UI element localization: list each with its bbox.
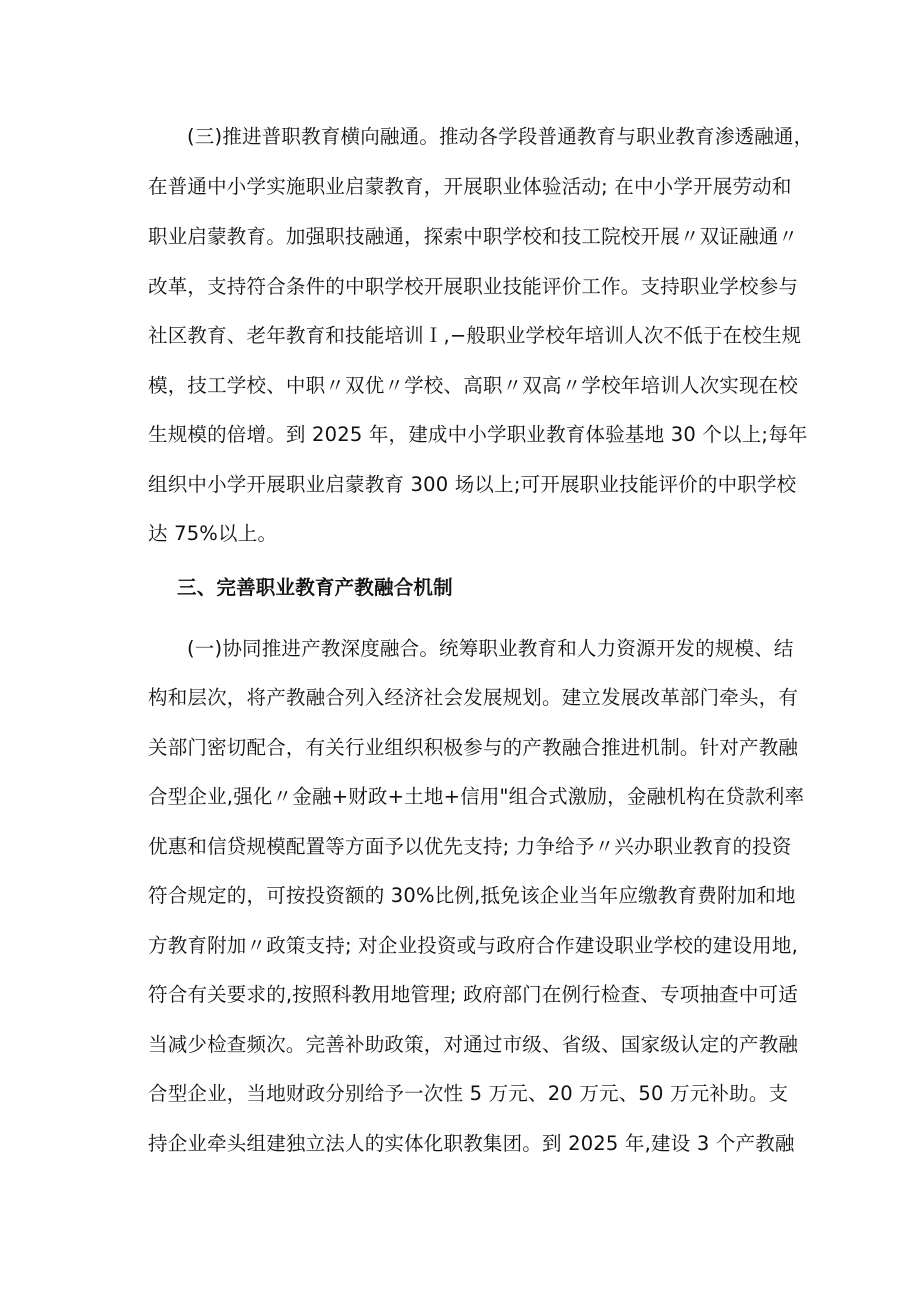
paragraph-line: 在普通中小学实施职业启蒙教育，开展职业体验活动; 在中小学开展劳动和 xyxy=(148,175,792,198)
paragraph-line: 优惠和信贷规模配置等方面予以优先支持; 力争给予〃兴办职业教育的投资 xyxy=(148,835,792,858)
paragraph-line: 职业启蒙教育。加强职技融通，探索中职学校和技工院校开展〃双证融通〃 xyxy=(148,225,799,248)
paragraph-line: (三)推进普职教育横向融通。推动各学段普通教育与职业教育渗透融通， xyxy=(187,125,814,148)
paragraph-line: 合型企业，当地财政分别给予一次性 5 万元、20 万元、50 万元补助。支 xyxy=(148,1082,789,1105)
paragraph-line: 生规模的倍增。到 2025 年，建成中小学职业教育体验基地 30 个以上;每年 xyxy=(148,423,808,446)
paragraph-line: 符合有关要求的,按照科教用地管理; 政府部门在例行检查、专项抽查中可适 xyxy=(148,983,798,1006)
paragraph-line: 组织中小学开展职业启蒙教育 300 场以上;可开展职业技能评价的中职学校 xyxy=(148,473,797,496)
paragraph-line: 模，技工学校、中职〃双优〃学校、高职〃双高〃学校年培训人次实现在校 xyxy=(148,374,799,397)
paragraph-line: 构和层次，将产教融合列入经济社会发展规划。建立发展改革部门牵头，有 xyxy=(148,686,799,709)
paragraph-line: 合型企业,强化〃金融+财政+土地+信用"组合式激励，金融机构在贷款利率 xyxy=(148,785,805,808)
paragraph-line: 方教育附加〃政策支持; 对企业投资或与政府合作建设职业学校的建设用地, xyxy=(148,934,798,957)
paragraph-line: 关部门密切配合，有关行业组织积极参与的产教融合推进机制。针对产教融 xyxy=(148,736,799,759)
paragraph-line: 符合规定的，可按投资额的 30%比例,抵免该企业当年应缴教育费附加和地 xyxy=(148,884,796,907)
paragraph-line: 改革，支持符合条件的中职学校开展职业技能评价工作。支持职业学校参与 xyxy=(148,275,799,298)
section-heading: 三、完善职业教育产教融合机制 xyxy=(177,576,453,599)
paragraph-line: 社区教育、老年教育和技能培训Ｉ,−般职业学校年培训人次不低于在校生规 xyxy=(148,324,802,347)
paragraph-line: 持企业牵头组建独立法人的实体化职教集团。到 2025 年,建设 3 个产教融 xyxy=(148,1132,795,1155)
paragraph-line: 达 75%以上。 xyxy=(148,522,278,545)
paragraph-line: (一)协同推进产教深度融合。统筹职业教育和人力资源开发的规模、结 xyxy=(187,637,794,660)
paragraph-line: 当减少检查频次。完善补助政策，对通过市级、省级、国家级认定的产教融 xyxy=(148,1033,799,1056)
